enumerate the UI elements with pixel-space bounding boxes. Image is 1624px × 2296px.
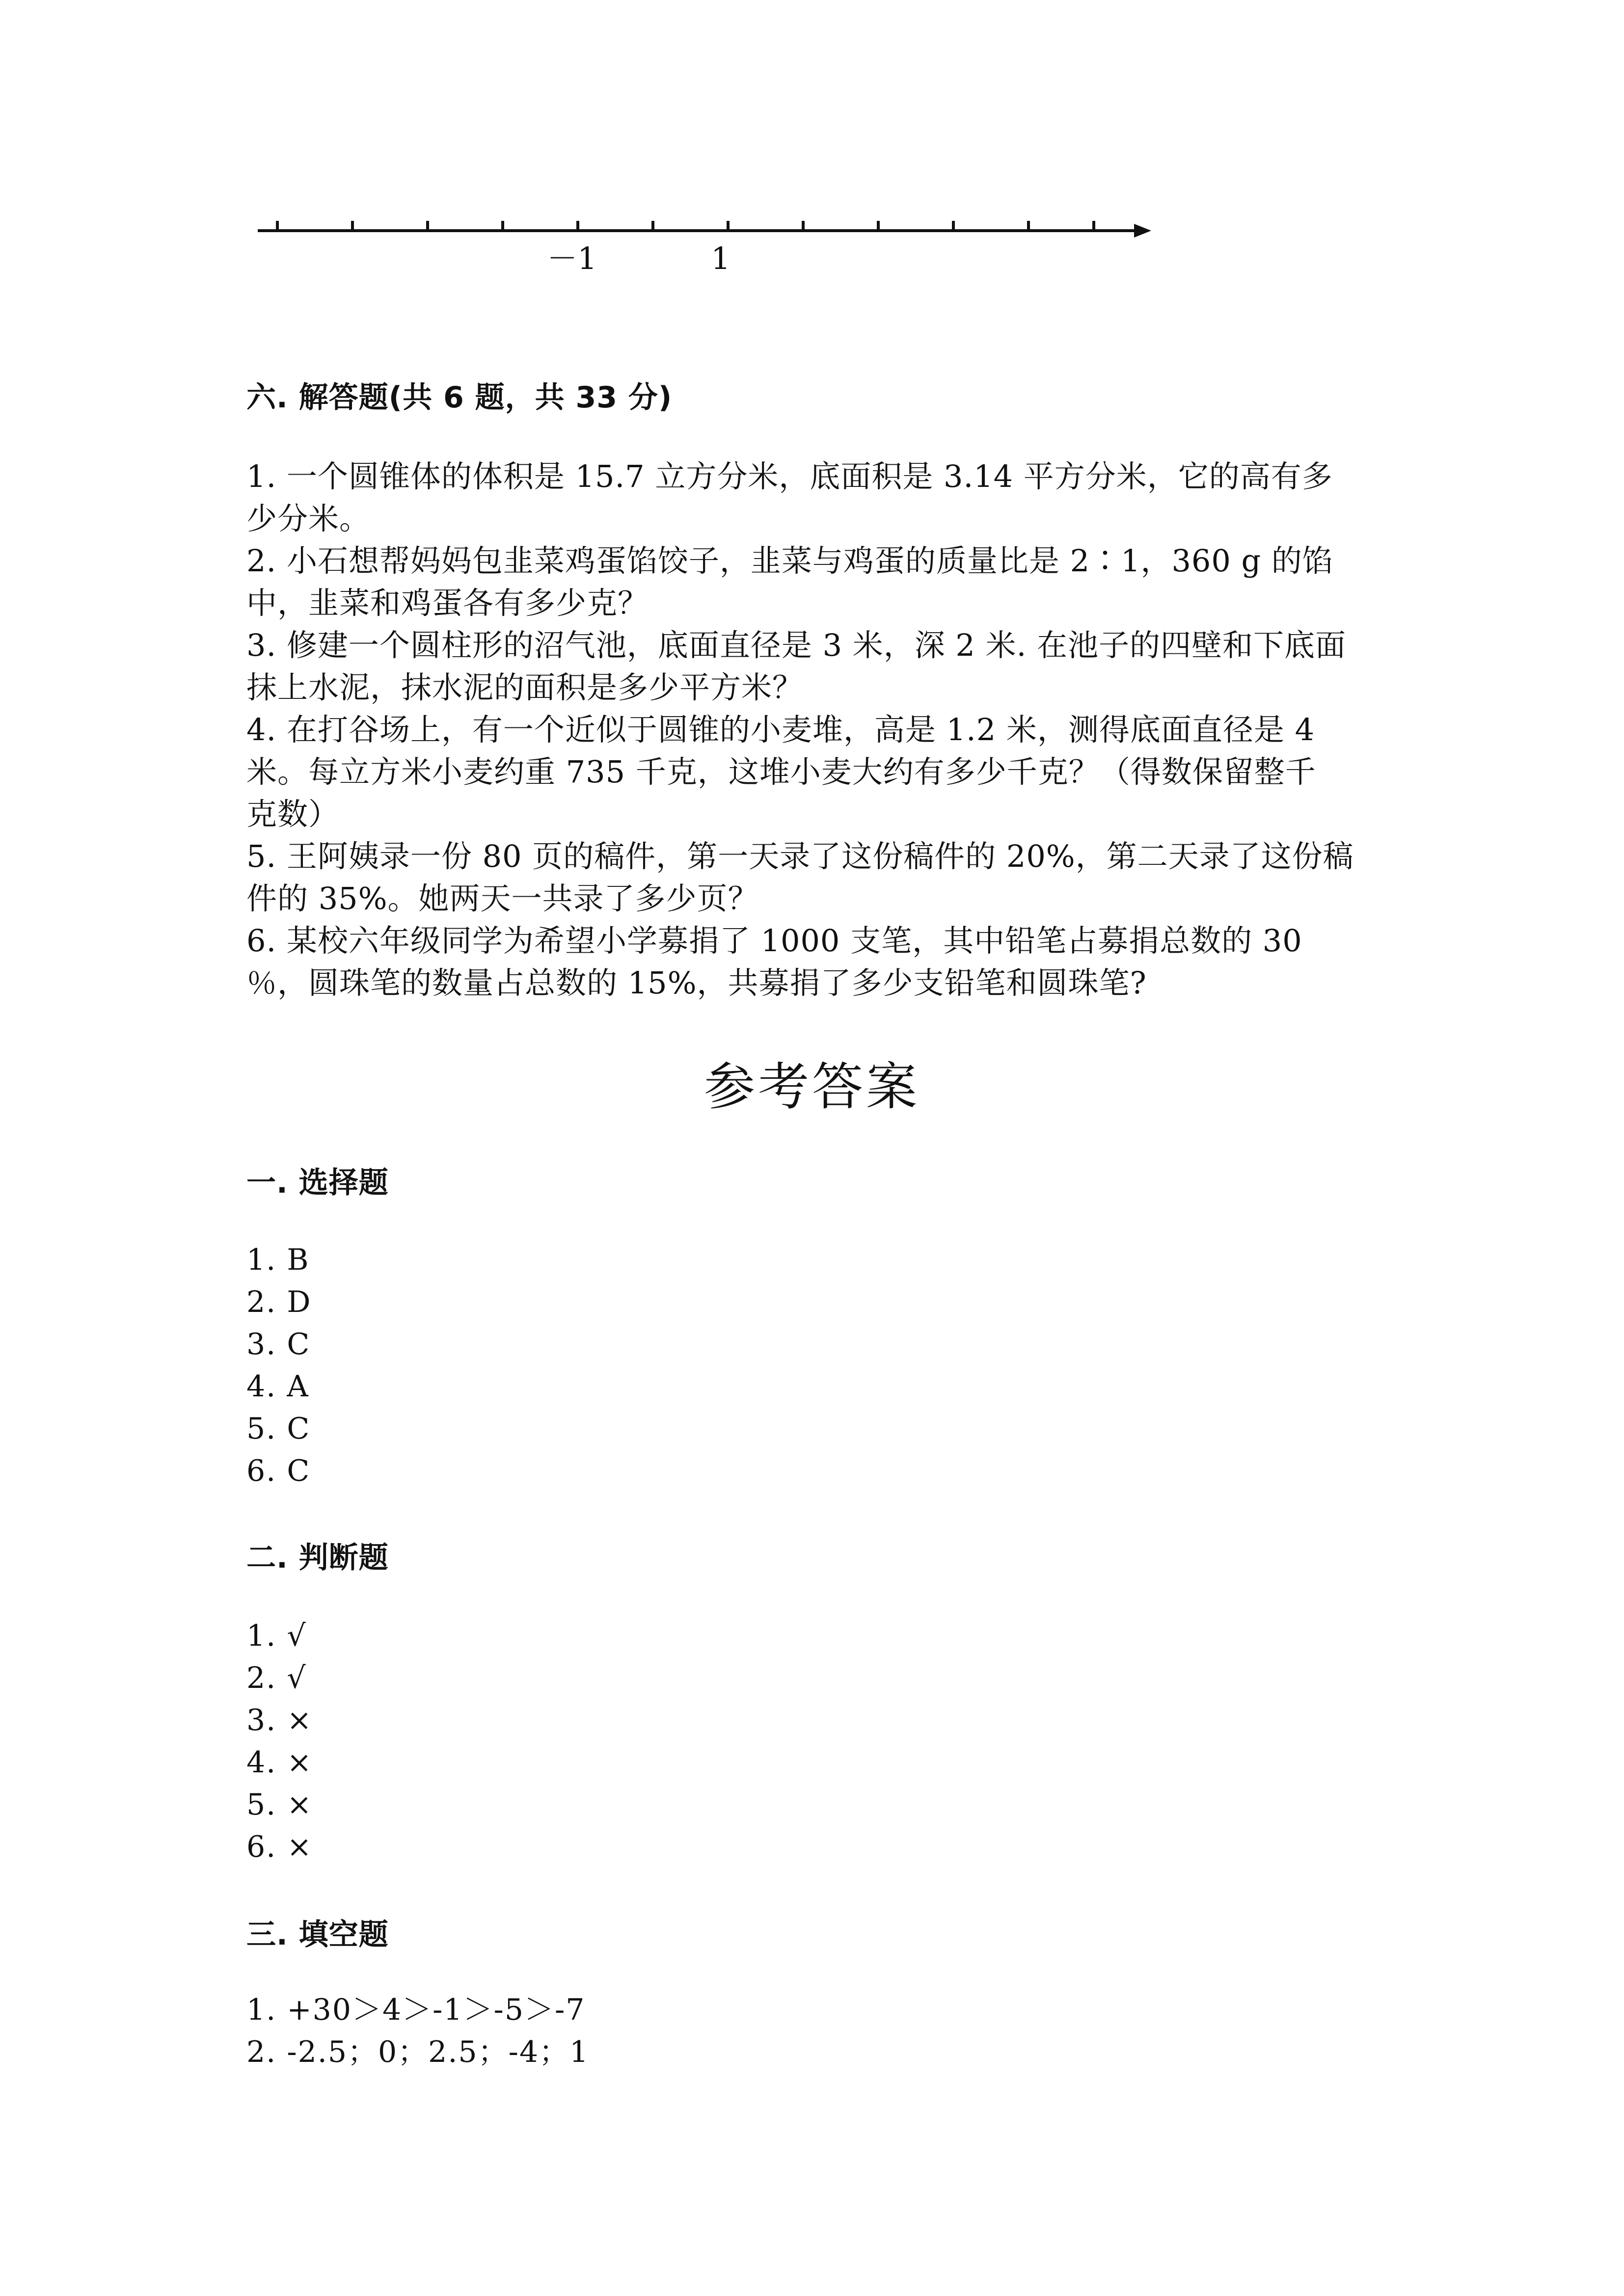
answer-item: 2. -2.5；0；2.5；-4；1 [246, 2035, 590, 2069]
answer-key-title: 参考答案 [704, 1057, 920, 1117]
answer-item: 2. D [246, 1285, 312, 1319]
answer-item: 2. √ [246, 1661, 307, 1695]
answer-item: 1. B [246, 1243, 310, 1277]
answer-item: 4. A [246, 1369, 309, 1404]
question-line: 4. 在打谷场上，有一个近似于圆锥的小麦堆，高是 1.2 米，测得底面直径是 4 [246, 712, 1315, 748]
answer-item: 3. C [246, 1327, 311, 1362]
number-line-arrow [1134, 224, 1151, 238]
answer-item: 6. × [246, 1830, 313, 1864]
question-line: 5. 王阿姨录一份 80 页的稿件，第一天录了这份稿件的 20%，第二天录了这份稿 [246, 838, 1354, 874]
answers-section3-list [246, 1989, 589, 2073]
question-line: 6. 某校六年级同学为希望小学募捐了 1000 支笔，其中铅笔占募捐总数的 30 [246, 923, 1302, 959]
question-line: ％，圆珠笔的数量占总数的 15%，共募捐了多少支铅笔和圆珠笔? [246, 965, 1147, 1001]
answer-item: 1. +30＞4＞-1＞-5＞-7 [246, 1993, 586, 2027]
answers-section3-heading: 三. 填空题 [246, 1918, 389, 1952]
number-line-figure [250, 206, 1159, 285]
question-line: 抹上水泥，抹水泥的面积是多少平方米？ [246, 669, 804, 705]
answer-item: 5. × [246, 1788, 313, 1822]
question-line: 少分米。 [246, 501, 371, 536]
question-line: 米。每立方米小麦约重 735 千克，这堆小麦大约有多少千克？（得数保留整千 [246, 754, 1316, 790]
answers-section1-list [246, 1239, 311, 1492]
question-line: 3. 修建一个圆柱形的沼气池，底面直径是 3 米，深 2 米. 在池子的四壁和下底面 [246, 627, 1347, 663]
answer-item: 6. C [246, 1454, 311, 1488]
answer-item: 4. × [246, 1745, 313, 1780]
answers-section1-heading: 一. 选择题 [246, 1166, 389, 1200]
question-line: 中，韭菜和鸡蛋各有多少克？ [246, 585, 649, 621]
question-line: 件的 35%。她两天一共录了多少页？ [246, 881, 759, 916]
question-line: 1. 一个圆锥体的体积是 15.7 立方分米，底面积是 3.14 平方分米，它的高有多 [246, 458, 1333, 494]
answer-item: 3. × [246, 1703, 313, 1737]
answer-item: 1. √ [246, 1619, 307, 1653]
section6-heading: 六. 解答题(共 6 题，共 33 分) [246, 380, 673, 415]
answers-section2-list [246, 1615, 313, 1868]
number-line-label-1: 1 [711, 240, 731, 276]
section6-questions [246, 455, 1390, 1004]
question-line: 克数） [246, 796, 340, 832]
question-line: 2. 小石想帮妈妈包韭菜鸡蛋馅饺子，韭菜与鸡蛋的质量比是 2∶1，360 g 的馅 [246, 543, 1333, 579]
number-line-label-neg1: －1 [547, 240, 597, 276]
answers-section2-heading: 二. 判断题 [246, 1541, 389, 1575]
answer-item: 5. C [246, 1412, 311, 1446]
